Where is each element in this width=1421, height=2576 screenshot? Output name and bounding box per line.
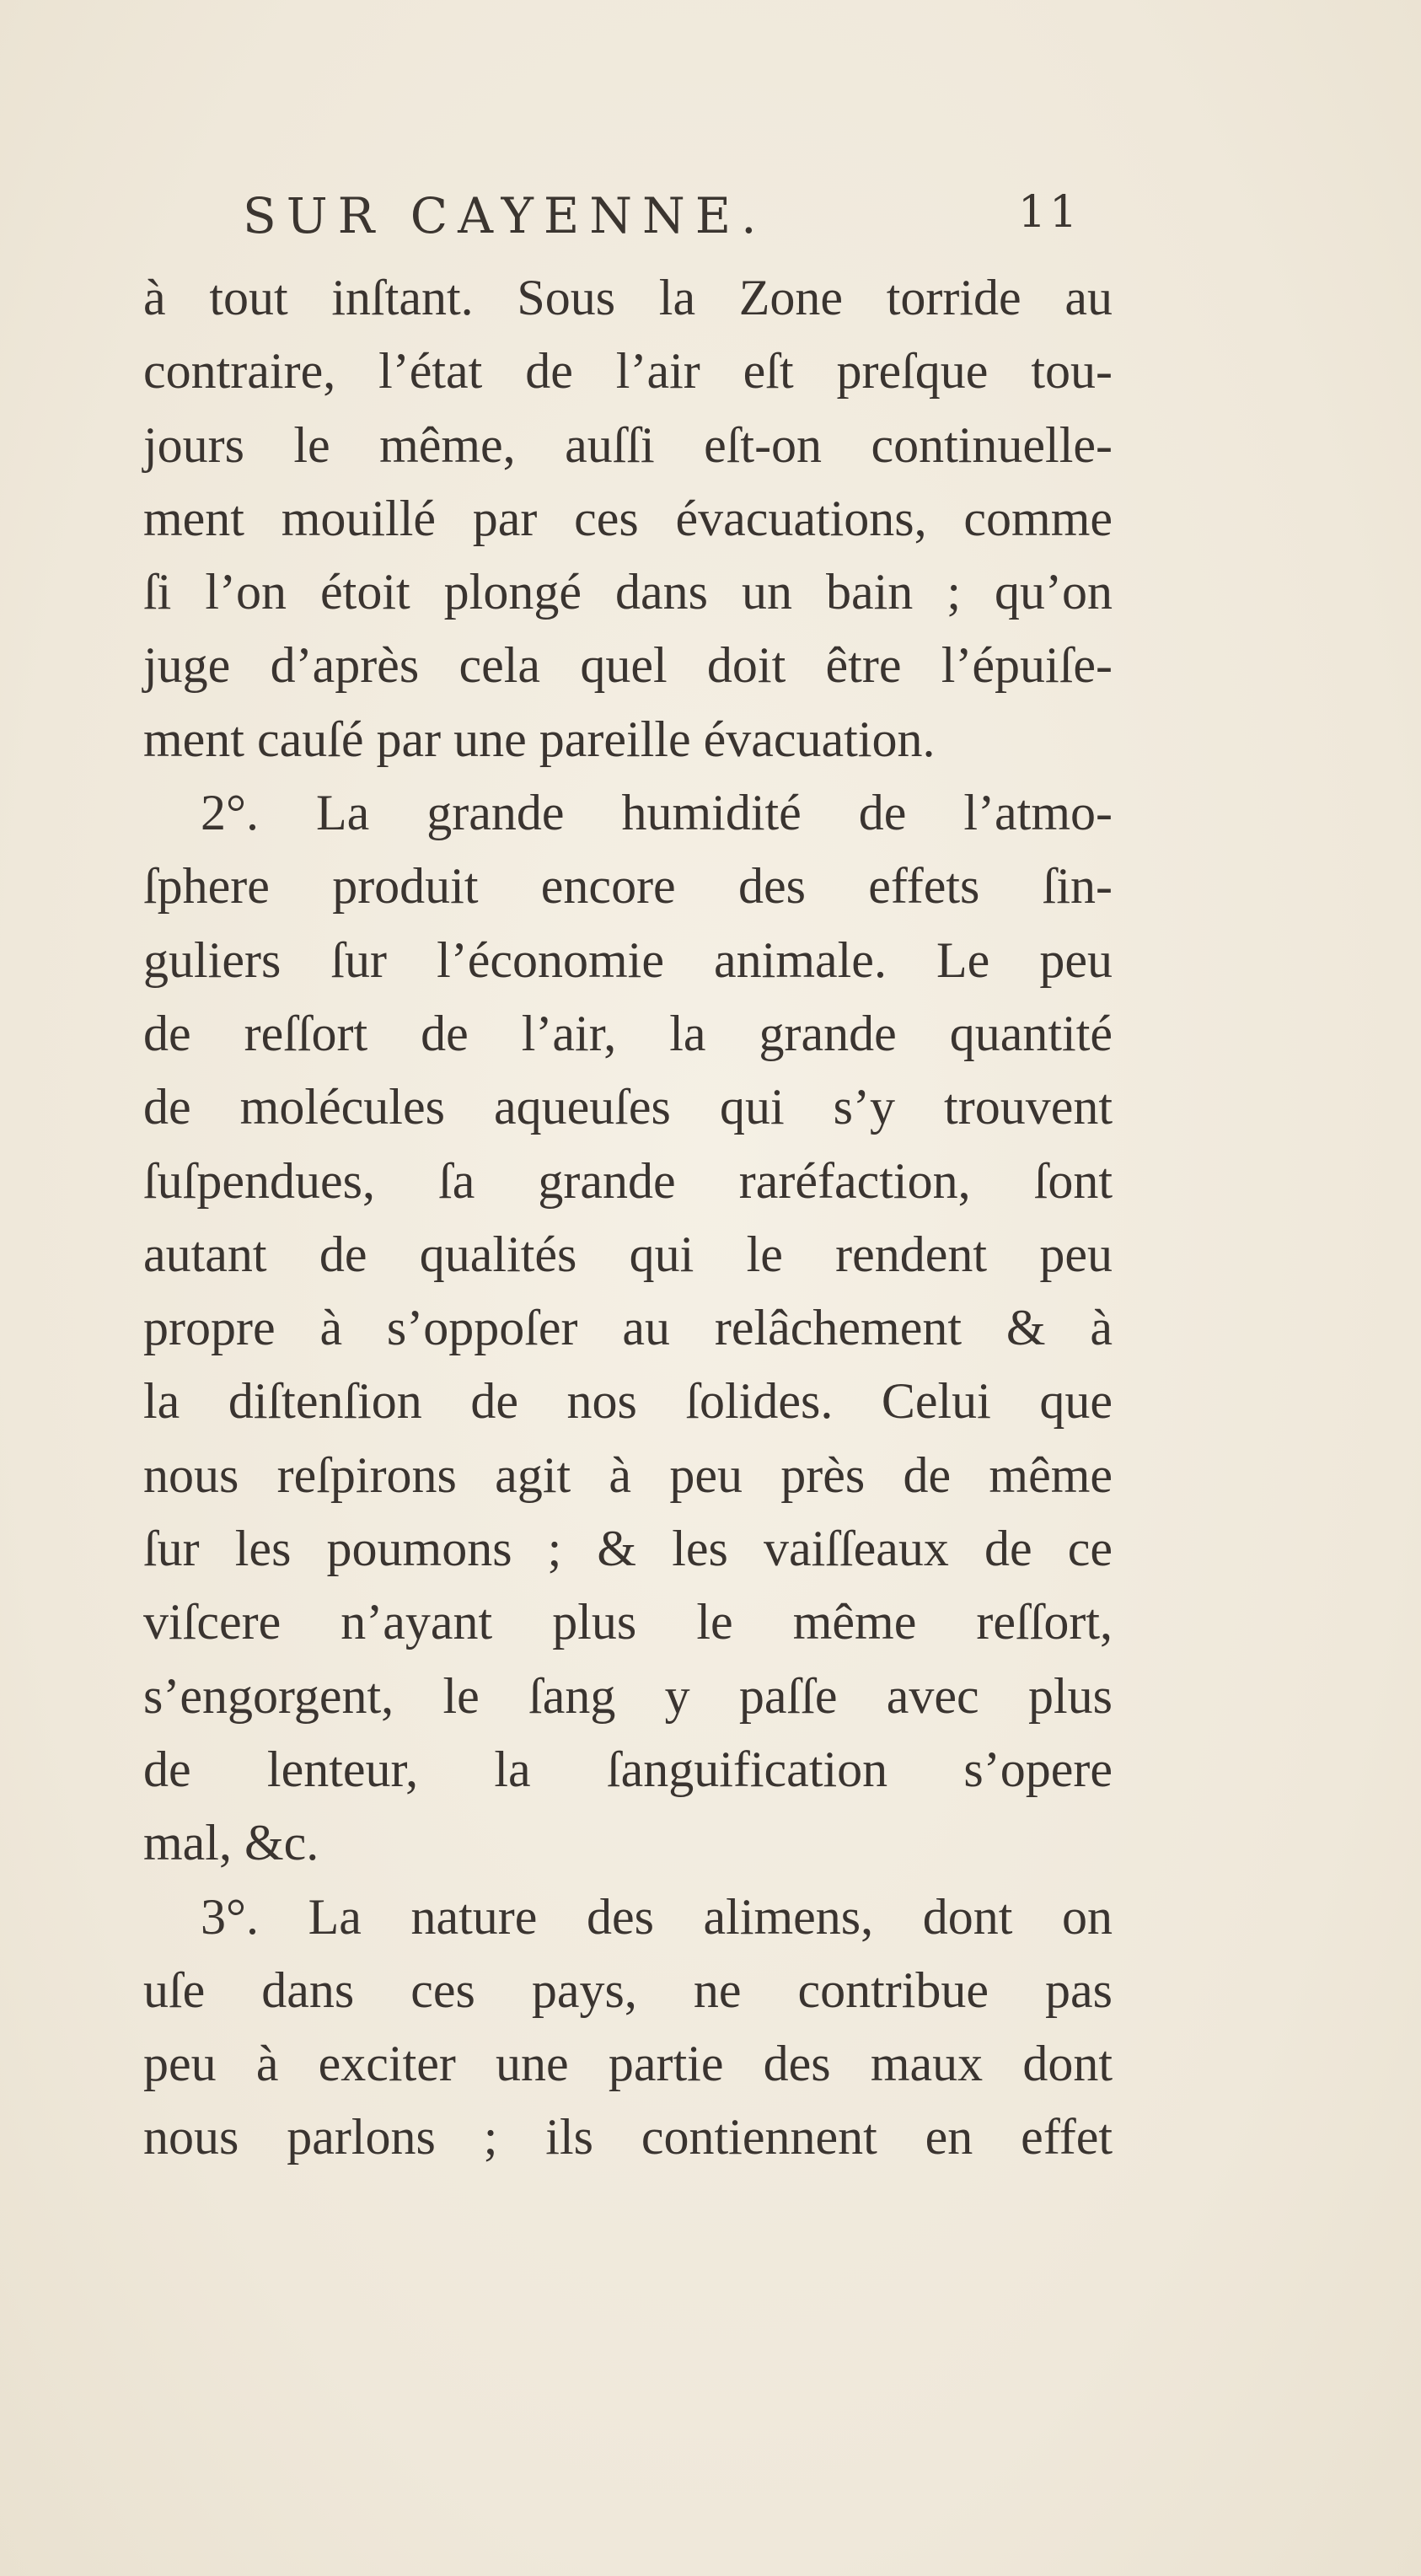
text-line: 2°. La grande humidité de l’atmo- [201,785,1113,841]
text-line: peu à exciter une partie des maux dont [143,2036,1113,2092]
text-line: viſcere n’ayant plus le même reſſort, [143,1594,1113,1650]
text-line: à tout inſtant. Sous la Zone torride au [143,270,1113,325]
text-line: de lenteur, la ſanguification s’opere [143,1741,1113,1797]
text-line: autant de qualités qui le rendent peu [143,1226,1113,1282]
page-number: 11 [1018,187,1081,238]
text-line: ſuſpendues, ſa grande raréfaction, ſont [143,1152,1113,1209]
text-line: guliers ſur l’économie animale. Le peu [143,931,1113,988]
text-line: juge d’après cela quel doit être l’épuiſe- [143,637,1113,694]
text-line: la diſtenſion de nos ſolides. Celui que [143,1373,1113,1430]
text-line: ſur les poumons ; & les vaiſſeaux de ce [143,1521,1113,1577]
text-line: ſphere produit encore des effets ſin- [143,858,1113,915]
page-header [243,187,1086,263]
text-line: ſi l’on étoit plongé dans un bain ; qu’on [143,564,1113,620]
running-head: SUR CAYENNE. [243,187,767,244]
text-line: jours le même, auſſi eſt-on continuelle- [143,416,1113,473]
text-line: propre à s’oppoſer au relâchement & à [143,1300,1113,1356]
text-line: uſe dans ces pays, ne contribue pas [143,1962,1113,2018]
text-line: nous parlons ; ils contiennent en effet [143,2109,1113,2165]
text-line: mal, &c. [143,1815,319,1871]
text-line: 3°. La nature des alimens, dont on [201,1888,1113,1945]
text-line: ment mouillé par ces évacuations, comme [143,490,1113,546]
text-line: s’engorgent, le ſang y paſſe avec plus [143,1667,1113,1724]
body-text [143,261,1113,2175]
text-line: de molécules aqueuſes qui s’y trouvent [143,1079,1113,1135]
text-line: contraire, l’état de l’air eſt preſque tou- [143,343,1113,400]
text-line: ment cauſé par une pareille évacuation. [143,711,936,767]
text-line: nous reſpirons agit à peu près de même [143,1446,1113,1503]
text-line: de reſſort de l’air, la grande quantité [143,1005,1113,1061]
